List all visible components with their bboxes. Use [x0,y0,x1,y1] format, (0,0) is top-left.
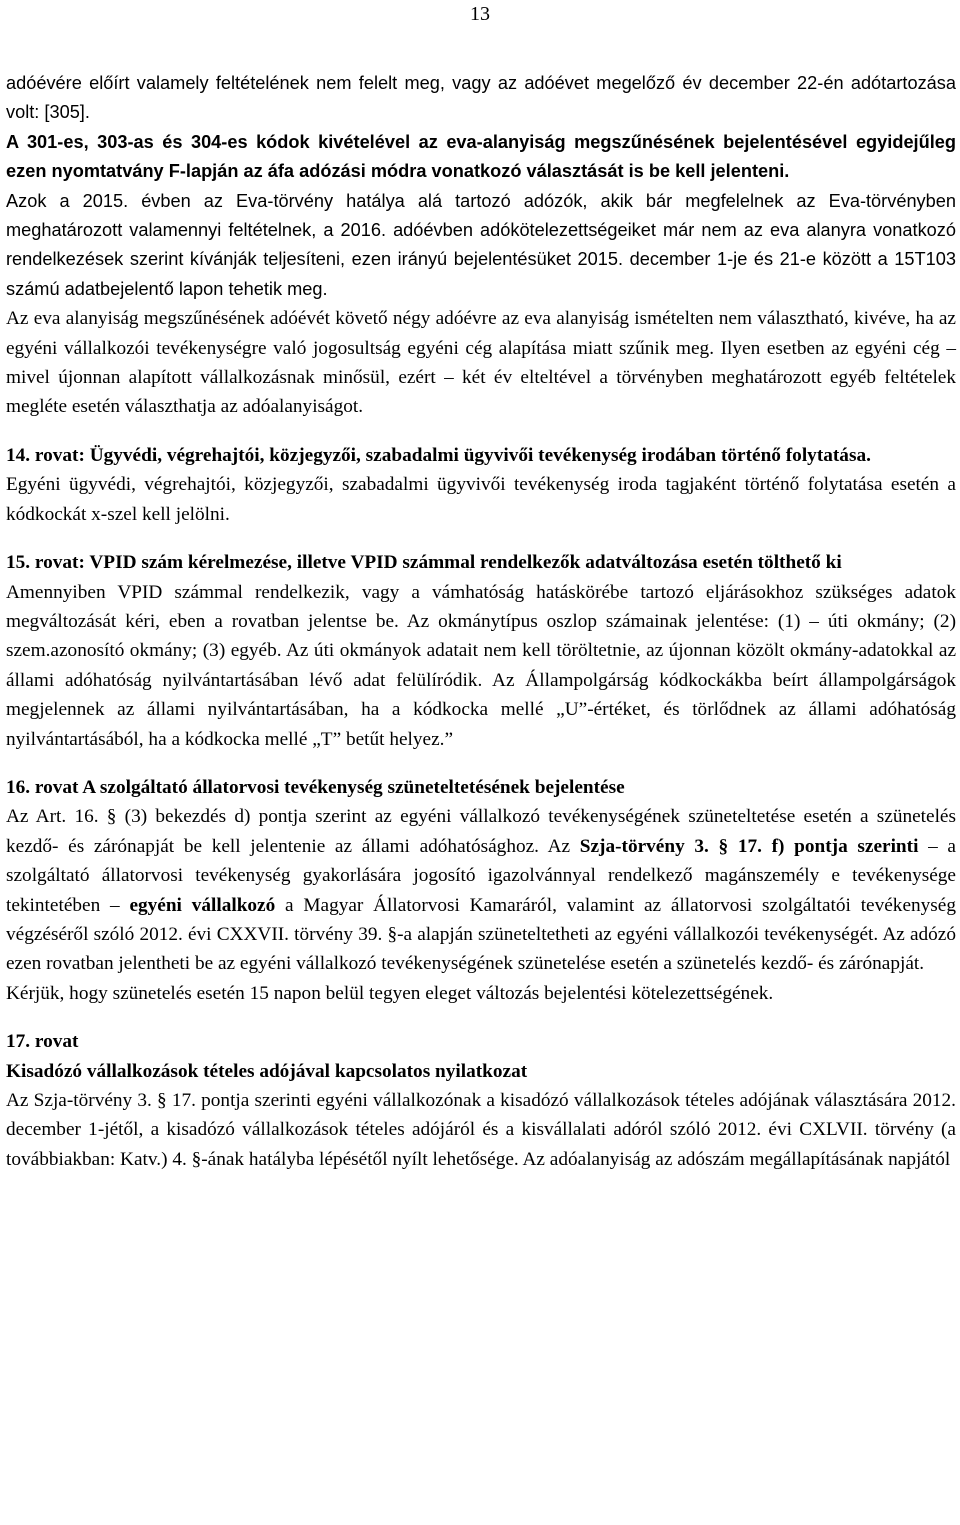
text-run: a Magyar Állatorvosi Kamaráról, valamint az állatorvosi szolgáltatói tevékenység végzéséről szóló 2012. évi CXXVII. törvény 39. §-a alapján szüneteltetheti az egyéni vállalkozói tevékenységét. Az adózó ezen rovatban jelentheti be az egyéni vállalkozó tevékenységének szünetelése esetén a szünetelés kezdő- és zárónapját. [6,894,956,975]
paragraph-section-17: Az Szja-törvény 3. § 17. pontja szerinti egyéni vállalkozónak a kisadózó vállalkozások tételes adójának választására 2012. december 1-jétől, a kisadózó vállalkozások tételes adójáról és a kisvállalati adóról szóló 2012. évi CXLVII. törvény (a továbbiakban: Katv.) 4. §-ának hatályba lépésétől nyílt lehetősége. Az adóalanyiság az adószám megállapításának napjától [6,1090,956,1170]
paragraph-eva-2015: Azok a 2015. évben az Eva-törvény hatálya alá tartozó adózók, akik bár megfelelnek az Eva-törvényben meghatározott valamennyi feltételnek, a 2016. adóévben adókötelezettségeiket már nem az eva alanyra vonatkozó rendelkezések szerint kívánják teljesíteni, ezen irányú bejelentésüket 2015. december 1-je és 21-e között a 15T103 számú adatbejelentő lapon tehetik meg. [6,190,956,299]
subheading-section-17: Kisadózó vállalkozások tételes adójával kapcsolatos nyilatkozat [6,1060,528,1082]
paragraph-section-14: Egyéni ügyvédi, végrehajtói, közjegyzői, szabadalmi ügyvivői tevékenység iroda tagjaként történő folytatása esetén a kódkockát x-szel kell jelölni. [6,474,956,525]
text-run: – a szolgáltató állatorvosi tevékenység gyakorlására jogosító igazolvánnyal rendelkező magánszemély e tevékenysége tekintetében – [6,835,956,916]
text-run: Az Art. 16. § (3) bekezdés d) pontja szerint az egyéni vállalkozó tevékenységének szüneteltetése esetén a szünetelés kezdő- és zárónapját be kell jelentenie az állami adóhatósághoz. Az [6,806,956,857]
heading-section-14: 14. rovat: Ügyvédi, végrehajtói, közjegyzői, szabadalmi ügyvivői tevékenység irodában történő folytatása. [6,444,871,466]
paragraph-section-15: Amennyiben VPID számmal rendelkezik, vagy a vámhatóság hatáskörébe tartozó eljárásokhoz szükséges adatok megváltozását kéri, eben a rovatban jelentse be. Az okmánytípus oszlop számainak jelentése: (1) – úti okmány; (2) szem.azonosító okmány; (3) egyéb. Az úti okmányok adatait nem kell töröltetnie, az újonnan közölt okmány-adatokkal az állami adóhatóság nyilvántartásában lévő adat felülíródik. Az Állampolgárság kódkockákba beírt állampolgárságok megjelennek az állami nyilvántartásában, ha a kódkocka mellé „U”-értéket, és törlődnek az állami adóhatóság nyilvántartásából, ha a kódkocka mellé „T” betűt helyez.” [6,581,956,750]
heading-section-15: 15. rovat: VPID szám kérelmezése, illetve VPID számmal rendelkezők adatváltozása esetén tölthető ki [6,552,842,574]
paragraph-eva-restriction: Az eva alanyiság megszűnésének adóévét követő négy adóévre az eva alanyiság ismételten nem választható, kivéve, ha az egyéni vállalkozói tevékenységre való jogosultság egyéni cég alapítása miatt szűnik meg. Ilyen esetben az egyéni cég – mivel újonnan alapított vállalkozásnak minősül, ezért – két év elteltével a törvényben meghatározott egyéb feltételek megléte esetén választhatja az adóalanyiságot. [6,308,956,418]
text-emphasis-vallalkozo: egyéni vállalkozó [129,894,276,916]
heading-section-16: 16. rovat A szolgáltató állatorvosi tevékenység szüneteltetésének bejelentése [6,776,625,798]
page-number: 13 [470,3,490,25]
paragraph-vat-notice: A 301-es, 303-as és 304-es kódok kivételével az eva-alanyiság megszűnésének bejelentésével egyidejűleg ezen nyomtatvány F-lapján az áfa adózási módra vonatkozó választását is be kell jelenteni. [6,131,956,182]
text-emphasis-szja: Szja-törvény 3. § 17. f) pontja szerinti [579,835,919,857]
heading-section-17: 17. rovat [6,1031,79,1053]
paragraph-section-16 [6,802,956,978]
document-body [6,69,956,1174]
paragraph-section-16-request: Kérjük, hogy szünetelés esetén 15 napon belül tegyen eleget változás bejelentési kötelezettségének. [6,982,774,1004]
paragraph-eva-deadline: adóévére előírt valamely feltételének nem felelt meg, vagy az adóévet megelőző év december 22-én adótartozása volt: [305]. [6,73,956,123]
